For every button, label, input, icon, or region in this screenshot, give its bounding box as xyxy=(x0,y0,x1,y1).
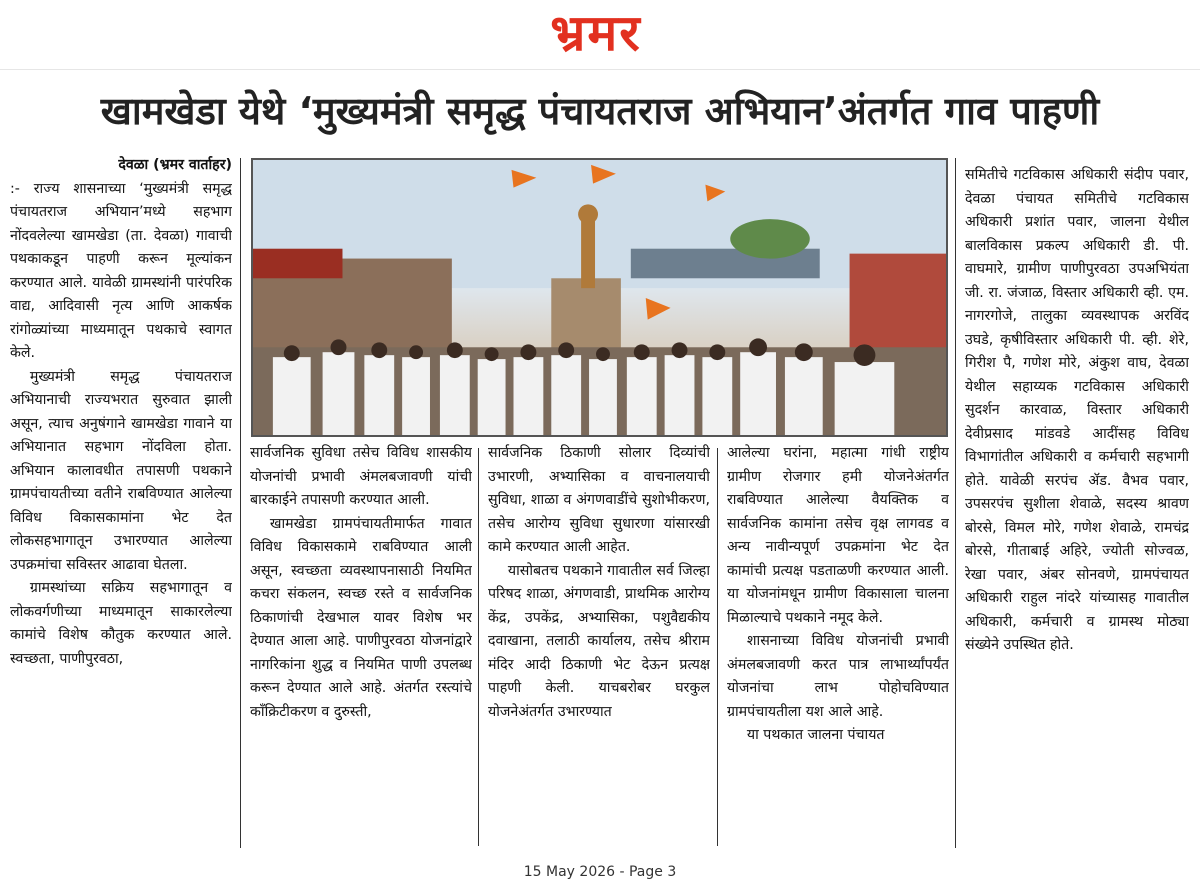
article-headline: खामखेडा येथे ‘मुख्यमंत्री समृद्ध पंचायतराज अभियान’अंतर्गत गाव पाहणी xyxy=(100,89,1100,133)
article-column-2 xyxy=(250,442,472,847)
page-footer: 15 May 2026 - Page 3 xyxy=(523,864,677,880)
paragraph: आलेल्या घरांना, महात्मा गांधी राष्ट्रीय ग्रामीण रोजगार हमी योजनेअंतर्गत राबविण्यात आलेल्या वैयक्तिक व सार्वजनिक कामांना तसेच वृक्ष लागवड व अन्य नावीन्यपूर्ण उपक्रमांना भेट देत कामांची प्रत्यक्ष पडताळणी करण्यात आली. या योजनांमधून ग्रामीण विकासाला चालना मिळाल्याचे पथकाने नमूद केले. xyxy=(727,445,949,626)
article-column-3 xyxy=(488,442,710,847)
paragraph: यासोबतच पथकाने गावातील सर्व जिल्हा परिषद शाळा, अंगणवाडी, प्राथमिक आरोग्य केंद्र, उपकेंद्र, अभ्यासिका, पशुवैद्यकीय दवाखाना, तलाठी कार्यालय, तसेच श्रीराम मंदिर आदी ठिकाणी भेट देऊन प्रत्यक्ष पाहणी केली. याचबरोबर घरकुल योजनेअंतर्गत उभारण्यात xyxy=(488,562,710,720)
article-column-1 xyxy=(10,154,232,844)
newspaper-logo: भ्रमर xyxy=(550,4,642,62)
paragraph: शासनाच्या विविध योजनांची प्रभावी अंमलबजावणी करत पात्र लाभार्थ्यांपर्यंत योजनांचा लाभ पोहोचविण्यात ग्रामपंचायतीला यश आले आहे. xyxy=(727,633,949,720)
paragraph: मुख्यमंत्री समृद्ध पंचायतराज अभियानाची राज्यभरात सुरुवात झाली असून, त्याच अनुषंगाने खामखेडा गावाने या अभियानात सहभाग नोंदविला होता. अभियान कालावधीत तपासणी पथकाने ग्रामपंचायतीच्या वतीने राबविण्यात आलेल्या विविध विकासकामांना भेट देत लोकसहभागातून उभारण्यात आलेल्या उपक्रमांचा सविस्तर आढावा घेतला. xyxy=(10,368,232,573)
paragraph: या पथकात जालना पंचायत xyxy=(746,727,885,743)
article-column-4 xyxy=(727,442,949,847)
photo-illustration xyxy=(253,160,946,435)
column-divider xyxy=(240,158,241,848)
group-photo-image xyxy=(251,158,948,437)
dateline: देवळा (भ्रमर वार्ताहर) xyxy=(118,157,232,173)
paragraph: सार्वजनिक सुविधा तसेच विविध शासकीय योजनांची प्रभावी अंमलबजावणी यांची बारकाईने तपासणी करण्यात आली. xyxy=(250,445,472,508)
paragraph: ग्रामस्थांच्या सक्रिय सहभागातून व लोकवर्गणीच्या माध्यमातून साकारलेल्या कामांचे विशेष कौतुक करण्यात आले. स्वच्छता, पाणीपुरवठा, xyxy=(10,580,232,667)
paragraph: सार्वजनिक ठिकाणी सोलार दिव्यांची उभारणी, अभ्यासिका व वाचनालयाची सुविधा, शाळा व अंगणवाडींचे सुशोभीकरण, तसेच आरोग्य सुविधा सुधारणा यांसारखी कामे करण्यात आली आहेत. xyxy=(488,445,710,555)
column-divider xyxy=(478,448,479,846)
masthead xyxy=(0,0,1200,70)
column-divider xyxy=(717,448,718,846)
paragraph: खामखेडा ग्रामपंचायतीमार्फत गावात विविध विकासकामे राबविण्यात आली असून, स्वच्छता व्यवस्थापनासाठी नियमित कचरा संकलन, स्वच्छ रस्ते व सार्वजनिक ठिकाणांची देखभाल यावर विशेष भर देण्यात आला आहे. पाणीपुरवठा योजनांद्वारे नागरिकांना शुद्ध व नियमित पाणी उपलब्ध करून देण्यात आले आहे. अंतर्गत रस्त्यांचे कॉंक्रिटीकरण व दुरुस्ती, xyxy=(250,515,472,720)
article-column-5 xyxy=(965,164,1189,854)
paragraph: समितीचे गटविकास अधिकारी संदीप पवार, देवळा पंचायत समितीचे गटविकास अधिकारी प्रशांत पवार, जालना येथील बालविकास प्रकल्प अधिकारी डी. पी. वाघमारे, ग्रामीण पाणीपुरवठा उपअभियंता जी. रा. जंजाळ, विस्तार अधिकारी व्ही. एम. नागरगोजे, तालुका व्यवस्थापक अरविंद उघडे, कृषीविस्तार अधिकारी पी. व्ही. शेरे, गिरीश पै, गणेश मोरे, अंकुश वाघ, देवळा येथील सहाय्यक गटविकास अधिकारी सुदर्शन कारवाळ, विस्तार अधिकारी देवीप्रसाद मांडवडे आदींसह विविध विभागांतील अधिकारी व कर्मचारी सहभागी होते. यावेळी सरपंच ॲड. वैभव पवार, उपसरपंच सुशीला शेवाळे, सदस्य श्रावण बोरसे, विमल मोरे, गणेश शेवाळे, रामचंद्र बोरसे, गीताबाई अहिरे, ज्योती सोज्वळ, रेखा पवार, अंबर सोनवणे, ग्रामपंचायत अधिकारी राहुल नांदरे यांच्यासह गावातील अधिकारी, कर्मचारी व ग्रामस्थ मोठ्या संख्येने उपस्थित होते. xyxy=(965,167,1189,653)
column-divider xyxy=(955,158,956,848)
paragraph: :- राज्य शासनाच्या ‘मुख्यमंत्री समृद्ध पंचायतराज अभियान’मध्ये सहभाग नोंदवलेल्या खामखेडा (ता. देवळा) गावाची पथकाकडून पाहणी करून मूल्यांकन करण्यात आले. यावेळी ग्रामस्थांनी पारंपरिक वाद्य, आदिवासी नृत्य आणि आकर्षक रांगोळ्यांच्या माध्यमातून पथकाचे स्वागत केले. xyxy=(10,180,232,361)
